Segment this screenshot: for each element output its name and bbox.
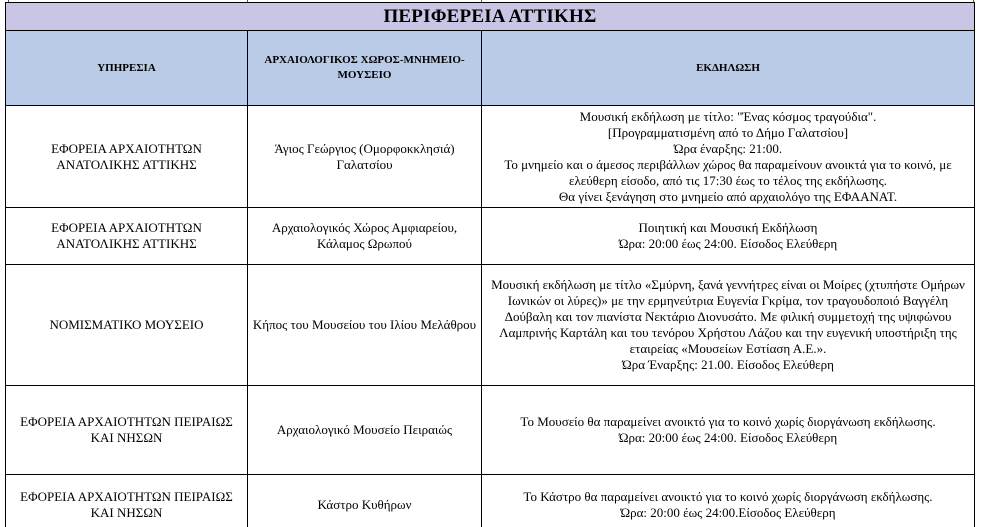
site-cell: Άγιος Γεώργιος (Ομορφοκκλησιά) Γαλατσίου [248,106,482,208]
site-cell: Αρχαιολογικός Χώρος Αμφιαρείου, Κάλαμος Ωρωπού [248,208,482,265]
table-row [6,208,975,265]
header-row [6,31,975,106]
site-cell: Κήπος του Μουσείου του Ιλίου Μελάθρου [248,265,482,386]
column-header-event: ΕΚΔΗΛΩΣΗ [482,31,975,106]
column-header-service: ΥΠΗΡΕΣΙΑ [6,31,248,106]
service-cell: ΕΦΟΡΕΙΑ ΑΡΧΑΙΟΤΗΤΩΝ ΠΕΙΡΑΙΩΣ ΚΑΙ ΝΗΣΩΝ [6,475,248,527]
event-line: Το Κάστρο θα παραμείνει ανοικτό για το κοινό χωρίς διοργάνωση εκδήλωσης. [523,489,933,504]
event-cell [482,265,975,386]
event-line: Ποιητική και Μουσική Εκδήλωση [638,220,818,235]
column-header-site: ΑΡΧΑΙΟΛΟΓΙΚΟΣ ΧΩΡΟΣ-ΜΝΗΜΕΙΟ-ΜΟΥΣΕΙΟ [248,31,482,106]
event-line: Ώρα έναρξης: 21:00. [673,140,783,156]
table-row [6,475,975,527]
site-cell: Κάστρο Κυθήρων [248,475,482,527]
region-title: ΠΕΡΙΦΕΡΕΙΑ ΑΤΤΙΚΗΣ [6,3,975,31]
service-cell: ΝΟΜΙΣΜΑΤΙΚΟ ΜΟΥΣΕΙΟ [6,265,248,386]
event-line: Το Μουσείο θα παραμείνει ανοικτό για το κοινό χωρίς διοργάνωση εκδήλωσης. [520,414,936,429]
service-cell: ΕΦΟΡΕΙΑ ΑΡΧΑΙΟΤΗΤΩΝ ΠΕΙΡΑΙΩΣ ΚΑΙ ΝΗΣΩΝ [6,386,248,475]
table-row [6,106,975,208]
event-line: Το μνημείο και ο άμεσος περιβάλλων χώρος θα παραμείνουν ανοικτά για το κοινό, με ελεύθερη είσοδο, από τις 17:30 έως το τέλος της εκδήλωσης. [504,156,952,188]
table-row [6,265,975,386]
event-line: Ώρα: 20:00 έως 24:00.Είσοδος Ελεύθερη [620,505,836,520]
event-line: Ώρα Έναρξης: 21.00. Είσοδος Ελεύθερη [622,357,834,372]
title-row [6,3,975,31]
event-cell [482,475,975,527]
site-cell: Αρχαιολογικό Μουσείο Πειραιώς [248,386,482,475]
events-table [5,2,975,527]
event-cell [482,208,975,265]
event-cell [482,106,975,208]
event-line: Θα γίνει ξενάγηση στο μνημείο από αρχαιολόγο της ΕΦΑΑΝΑΤ. [558,188,898,204]
table-row [6,386,975,475]
event-line: Ώρα: 20:00 έως 24:00. Είσοδος Ελεύθερη [618,236,838,251]
event-line: [Προγραμματισμένη από το Δήμο Γαλατσίου] [607,124,849,140]
event-line: Ώρα: 20:00 έως 24:00. Είσοδος Ελεύθερη [618,430,838,445]
event-cell [482,386,975,475]
service-cell: ΕΦΟΡΕΙΑ ΑΡΧΑΙΟΤΗΤΩΝ ΑΝΑΤΟΛΙΚΗΣ ΑΤΤΙΚΗΣ [6,208,248,265]
event-line: Μουσική εκδήλωση με τίτλο «Σμύρνη, ξανά γεννήτρες είναι οι Μοίρες (χτυπήστε Ομήρων Ιωνικών οι λύρες)» με την ερμηνεύτρια Ευγενία Γκρίμα, τον τραγουδοποιό Βαγγέλη Δούβαλη και τον πιανίστα Νεκτάριο Διονυσάτο. Με φιλική συμμετοχή της υψιφώνου Λαμπρινής Καρτάλη και του τενόρου Χρήστου Λάζου και την ευγενική υποστήριξη της εταιρείας «Μουσείων Εστίαση Α.Ε.». [491,277,965,356]
service-cell: ΕΦΟΡΕΙΑ ΑΡΧΑΙΟΤΗΤΩΝ ΑΝΑΤΟΛΙΚΗΣ ΑΤΤΙΚΗΣ [6,106,248,208]
event-line: Μουσική εκδήλωση με τίτλο: "Ένας κόσμος τραγούδια". [579,108,877,124]
